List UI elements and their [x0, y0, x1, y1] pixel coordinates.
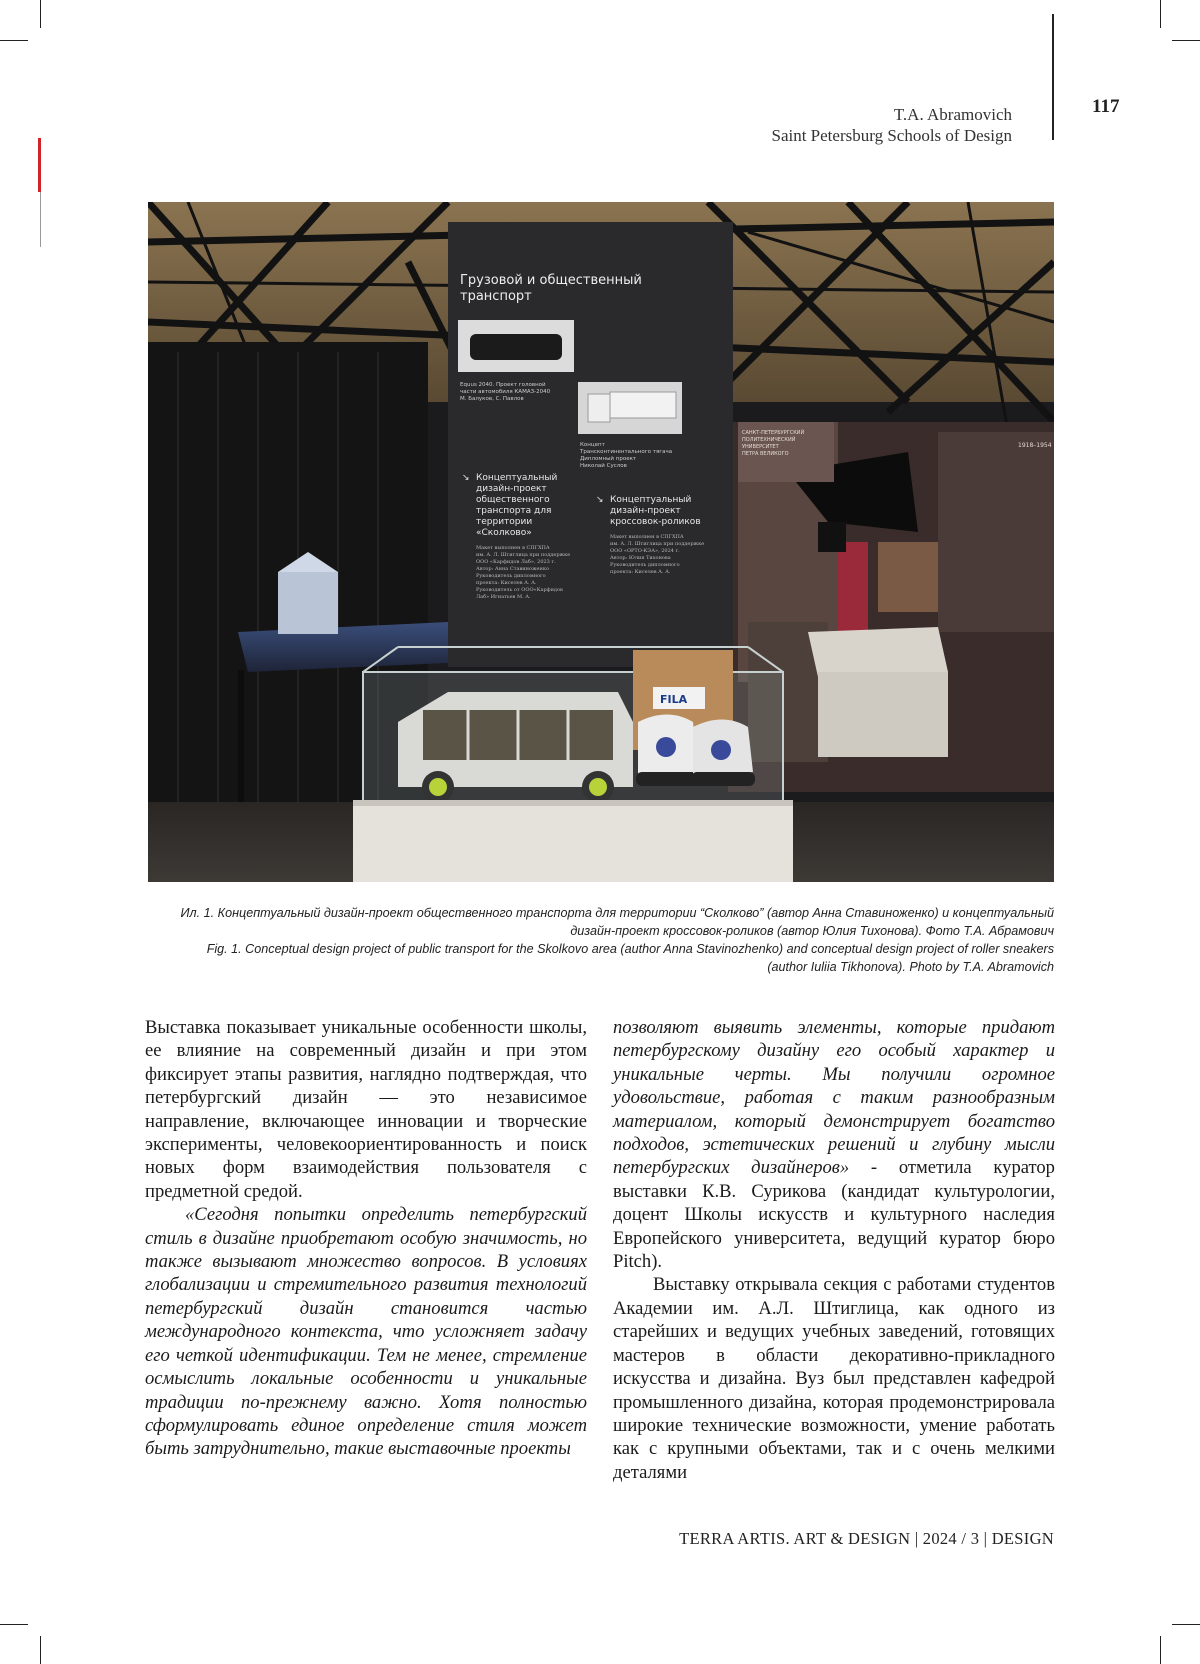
quote-continuation: позволяют выявить элементы, которые придают петербургскому дизайну его особый характер и уникальные черты. Мы получили огромное удовольствие, работая с таким разнообразным материалом, который демонстрирует богатство подходов, эстетических решений и глубину мысли петербургских дизайнеров» — [613, 1017, 1055, 1179]
banner-text-line: САНКТ-ПЕТЕРБУРГСКИЙ — [742, 430, 805, 436]
banner-text-line: Руководитель дипломного — [610, 562, 680, 568]
banner-text-line: Equus 2040. Проект головной — [460, 382, 546, 388]
box-brand-label: FILA — [660, 693, 688, 706]
banner-text-line: транспорта для — [476, 506, 552, 516]
crop-mark — [1160, 1636, 1161, 1664]
paragraph — [613, 1016, 1055, 1273]
banner-text-line: Лаб» Игнатьев М. А. — [476, 594, 531, 600]
banner-text-line: дизайн-проект — [610, 506, 681, 516]
year-label: 1918–1954 — [1018, 442, 1052, 449]
banner-text-line: проекта: Киселев А. А. — [610, 569, 671, 575]
figure-caption — [148, 904, 1054, 976]
banner-title: транспорт — [460, 289, 532, 304]
banner-text-line: Автор: Юлия Тихонова — [610, 555, 671, 561]
banner-text-line: Трансконтинентального тягача — [580, 449, 673, 455]
photo-illustration — [148, 202, 1054, 882]
banner-text-line: части автомобиля КАМАЗ-2040 — [460, 389, 551, 395]
body-column-right — [613, 1016, 1055, 1484]
banner-text-line: общественного — [476, 495, 550, 505]
header-affiliation: Saint Petersburg Schools of Design — [771, 126, 1012, 145]
crop-mark — [40, 0, 41, 28]
running-header — [771, 104, 1012, 146]
banner-text-line: дизайн-проект — [476, 484, 547, 494]
paragraph: Выставку открывала секция с работами студентов Академии им. А.Л. Штиглица, как одного из старейших и ведущих учебных заведений, готовящих мастеров в области декоративно-прикладного искусства и дизайна. Вуз был представлен кафедрой промышленного дизайна, которая продемонстрировала широкие технические возможности, умение работать как с крупными объектами, так и с очень мелкими деталями — [613, 1274, 1055, 1483]
exhibition-photo — [148, 202, 1054, 882]
header-author: T.A. Abramovich — [893, 105, 1012, 124]
banner-text-line: проекта: Киселев А. А. — [476, 580, 537, 586]
banner-text-line: ООО «ОРТО-КЭА», 2024 г. — [610, 548, 680, 554]
banner-text-line: Николай Суслов — [580, 463, 627, 469]
banner-text-line: кроссовок-роликов — [610, 517, 701, 527]
caption-ru-line: дизайн-проект кроссовок-роликов (автор Юлия Тихонова). Фото Т.А. Абрамович — [570, 924, 1054, 938]
banner-text-line: Концепт — [580, 442, 605, 448]
banner-text-line: ↘ — [596, 495, 604, 505]
red-margin-marker — [38, 138, 41, 192]
quote-paragraph: «Сегодня попытки определить петербургский стиль в дизайне приобретают особую значимость, но также вызывают множество вопросов. В условиях глобализации и стремительного развития технологий петербургский дизайн становится частью международного контекста, что усложняет задачу его четкой идентификации. Тем не менее, стремление осмыслить локальные особенности и уникальные традиции по-прежнему важно. Хотя полностью сформулировать единое определение стиля может быть затруднительно, такие выставочные проекты — [145, 1204, 587, 1460]
crop-mark — [1172, 1624, 1200, 1625]
banner-text-line: ООО «Карфидов Лаб», 2023 г. — [476, 559, 556, 565]
quote-attribution: - отметила куратор выставки К.В. Сурикова (кандидат культурологии, доцент Школы искусств и культурного наследия Европейского университета, ведущий куратор бюро Pitch). — [613, 1157, 1055, 1273]
banner-text-line: территории — [476, 517, 533, 527]
banner-text-line: «Сколково» — [476, 528, 532, 538]
body-column-left — [145, 1016, 587, 1461]
crop-mark — [40, 1636, 41, 1664]
gray-margin-marker — [40, 192, 41, 247]
caption-ru-line: Ил. 1. Концептуальный дизайн-проект общественного транспорта для территории “Сколково” (автор Анна Ставиноженко) и концептуальный — [180, 906, 1054, 920]
banner-text-line: ПЕТРА ВЕЛИКОГО — [742, 451, 789, 457]
crop-mark — [0, 1624, 28, 1625]
banner-text-line: им. А. Л. Штиглица при поддержке — [610, 541, 705, 547]
banner-text-line: ↘ — [462, 473, 470, 483]
banner-text-line: Макет выполнен в СПГХПА — [476, 545, 550, 551]
banner-text-line: ПОЛИТЕХНИЧЕСКИЙ — [742, 437, 796, 443]
journal-footer: TERRA ARTIS. ART & DESIGN | 2024 / 3 | DESIGN — [679, 1529, 1054, 1548]
banner-text-line: Концептуальный — [476, 473, 558, 483]
banner-text-line: М. Балуков, С. Павлов — [460, 396, 524, 402]
page-number: 117 — [1092, 96, 1120, 117]
caption-en-line: (author Iuliia Tikhonova). Photo by T.A. Abramovich — [767, 960, 1054, 974]
caption-en-line: Fig. 1. Conceptual design project of public transport for the Skolkovo area (author Anna Stavinozhenko) and conceptual design project of roller sneakers — [206, 942, 1054, 956]
banner-text-line: Руководитель дипломного — [476, 573, 546, 579]
banner-text-line: УНИВЕРСИТЕТ — [742, 444, 779, 450]
crop-mark — [0, 40, 28, 41]
header-divider — [1052, 14, 1054, 140]
banner-text-line: Автор: Анна Ставиноженко — [476, 566, 549, 572]
banner-text-line: Макет выполнен в СПГХПА — [610, 534, 684, 540]
crop-mark — [1172, 40, 1200, 41]
crop-mark — [1160, 0, 1161, 28]
banner-text-line: Концептуальный — [610, 495, 692, 505]
paragraph: Выставка показывает уникальные особенности школы, ее влияние на современный дизайн и при этом фиксирует этапы развития, наглядно подтверждая, что петербургский дизайн — это независимое направление, включающее инновации и творческие эксперименты, человекоориентированность и поиск новых форм взаимодействия пользователя с предметной средой. — [145, 1017, 587, 1202]
banner-text-line: Дипломный проект — [580, 456, 637, 462]
banner-text-line: им. А. Л. Штиглица при поддержке — [476, 552, 571, 558]
banner-title: Грузовой и общественный — [460, 273, 642, 288]
banner-text-line: Руководитель от ООО«Карфидов — [476, 587, 563, 593]
